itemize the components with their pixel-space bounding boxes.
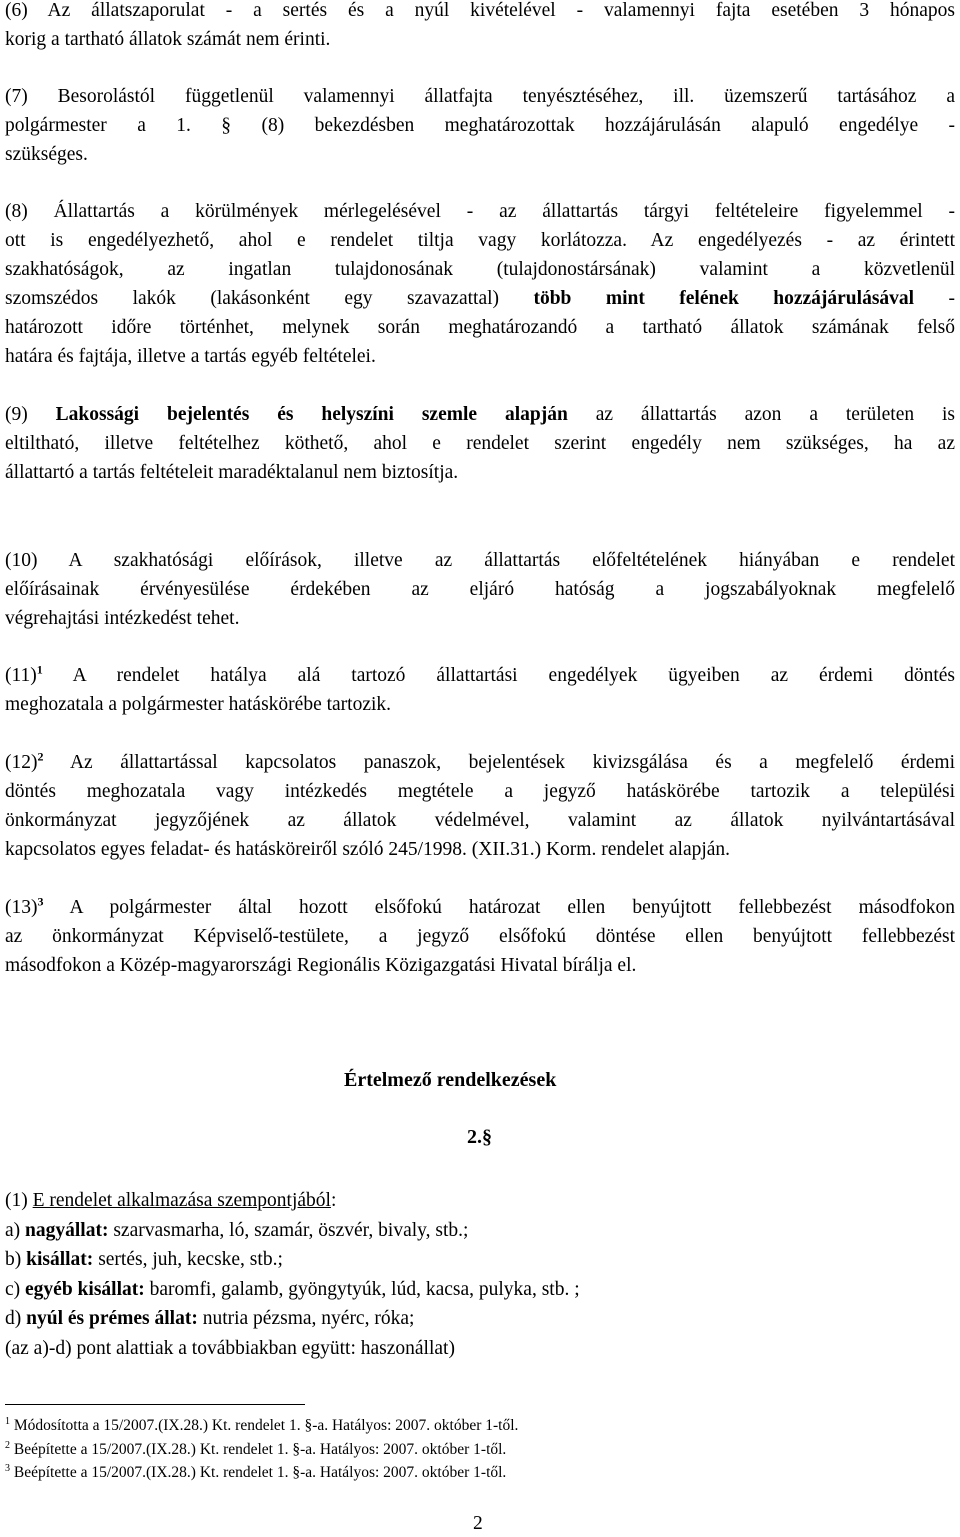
page-number: 2 bbox=[473, 1513, 483, 1534]
item-text: sertés, juh, kecske, stb.; bbox=[98, 1249, 283, 1270]
paragraph-line: korig a tartható állatok számát nem érinti. bbox=[5, 29, 331, 50]
paragraph-line bbox=[5, 400, 955, 429]
footnote bbox=[5, 1417, 518, 1435]
footnote-text: Beépítette a 15/2007.(IX.28.) Kt. rendelet 1. §-a. Hatályos: 2007. október 1-től. bbox=[13, 1441, 507, 1458]
list-item bbox=[5, 1245, 955, 1275]
line-text: Az állattartással kapcsolatos panaszok, bejelentések kivizsgálása és a megfelelő érdemi bbox=[69, 752, 955, 773]
paragraph-12 bbox=[5, 748, 955, 864]
definitions-summary: (az a)-d) pont alattiak a továbbiakban együtt: haszonállat) bbox=[5, 1337, 455, 1359]
paragraph-number bbox=[5, 749, 44, 773]
paragraph-line bbox=[5, 748, 955, 777]
paragraph-line: polgármester a 1. § (8) bekezdésben meghatározottak hozzájárulásán alapuló engedélye - bbox=[5, 115, 955, 136]
item-text: baromfi, galamb, gyöngytyúk, lúd, kacsa, pulyka, stb. ; bbox=[149, 1278, 580, 1300]
item-prefix: c) bbox=[5, 1278, 21, 1300]
footnote-number: 2 bbox=[5, 1439, 10, 1451]
list-item bbox=[5, 1304, 955, 1334]
footnote-text: Módosította a 15/2007.(IX.28.) Kt. rendelet 1. §-a. Hatályos: 2007. október 1-től. bbox=[13, 1417, 519, 1434]
paragraph-line: végrehajtási intézkedést tehet. bbox=[5, 608, 240, 629]
section-number: 2.§ bbox=[467, 1126, 492, 1148]
footnote bbox=[5, 1441, 506, 1459]
footnote-number: 1 bbox=[5, 1415, 10, 1427]
paragraph-number-text: (13) bbox=[5, 897, 38, 918]
paragraph-line: önkormányzat jegyzőjének az állatok védelmével, valamint az állatok nyilvántartásával bbox=[5, 810, 955, 831]
paragraph-line: másodfokon a Közép-magyarországi Regionális Közigazgatási Hivatal bírálja el. bbox=[5, 955, 637, 976]
paragraph-line: határozott időre történhet, melynek során meghatározandó a tartható állatok számának felső bbox=[5, 317, 955, 338]
paragraph-line bbox=[5, 284, 955, 313]
line-text: A polgármester által hozott elsőfokú határozat ellen benyújtott fellebbezést másodfokon bbox=[69, 897, 955, 918]
definitions bbox=[5, 1186, 955, 1363]
footnote bbox=[5, 1464, 506, 1482]
paragraph-number: (1) bbox=[5, 1190, 28, 1211]
paragraph-9 bbox=[5, 400, 955, 487]
paragraph-line: meghozatala a polgármester hatáskörébe tartozik. bbox=[5, 694, 392, 715]
item-term: nagyállat: bbox=[25, 1219, 109, 1241]
paragraph-line: szakhatóságok, az ingatlan tulajdonosának (tulajdonostársának) valamint a közvetlenül bbox=[5, 259, 955, 280]
footnote-text: Beépítette a 15/2007.(IX.28.) Kt. rendelet 1. §-a. Hatályos: 2007. október 1-től. bbox=[13, 1464, 507, 1481]
paragraph-number bbox=[5, 894, 44, 918]
section-title: Értelmező rendelkezések bbox=[344, 1069, 557, 1091]
item-term: nyúl és prémes állat: bbox=[26, 1308, 198, 1329]
item-prefix: d) bbox=[5, 1308, 22, 1329]
paragraph-10 bbox=[5, 546, 955, 633]
footnote-divider bbox=[5, 1404, 305, 1405]
paragraph-line: szükséges. bbox=[5, 144, 88, 165]
paragraph-line: határa és fajtája, illetve a tartás egyéb feltételei. bbox=[5, 346, 376, 367]
paragraph-line: eltiltható, illetve feltételhez köthető, ahol e rendelet szerint engedély nem szükséges, ha az bbox=[5, 433, 955, 454]
list-item bbox=[5, 1275, 955, 1305]
item-term: egyéb kisállat: bbox=[25, 1278, 145, 1300]
footnote-number: 3 bbox=[5, 1462, 10, 1474]
item-text: nutria pézsma, nyérc, róka; bbox=[202, 1308, 415, 1329]
paragraph-line bbox=[5, 893, 955, 922]
paragraph-line: (8) Állattartás a körülmények mérlegelésével - az állattartás tárgyi feltételeire figyelemmel - bbox=[5, 201, 955, 222]
item-term: kisállat: bbox=[26, 1249, 94, 1270]
definitions-intro bbox=[5, 1186, 955, 1216]
footnote-ref[interactable]: 2 bbox=[37, 749, 44, 764]
paragraph-8 bbox=[5, 197, 955, 371]
paragraph-line: ott is engedélyezhető, ahol e rendelet tiltja vagy korlátozza. Az engedélyezés - az érintett bbox=[5, 230, 955, 251]
paragraph-7 bbox=[5, 82, 955, 169]
paragraph-number-text: (11) bbox=[5, 665, 37, 686]
line-text: - bbox=[948, 288, 956, 309]
bold-text: több mint felének hozzájárulásával bbox=[533, 288, 915, 309]
footnote-ref[interactable]: 1 bbox=[36, 662, 43, 677]
line-text: A rendelet hatálya alá tartozó állattartási engedélyek ügyeiben az érdemi döntés bbox=[72, 665, 955, 686]
underlined-text: E rendelet alkalmazása szempontjából bbox=[32, 1190, 331, 1211]
item-text: szarvasmarha, ló, szamár, öszvér, bivaly, stb.; bbox=[113, 1219, 469, 1241]
paragraph-13 bbox=[5, 893, 955, 980]
colon: : bbox=[330, 1190, 337, 1211]
footnote-ref[interactable]: 3 bbox=[37, 894, 44, 909]
paragraph-line: döntés meghozatala vagy intézkedés megtétele a jegyző hatáskörébe tartozik a települési bbox=[5, 781, 955, 802]
paragraph-line: előírásainak érvényesülése érdekében az eljáró hatóság a jogszabályoknak megfelelő bbox=[5, 579, 955, 600]
paragraph-11 bbox=[5, 661, 955, 719]
bold-text: Lakossági bejelentés és helyszíni szemle alapján bbox=[55, 404, 568, 425]
paragraph-line: (7) Besorolástól függetlenül valamennyi állatfajta tenyésztéséhez, ill. üzemszerű tartásához a bbox=[5, 86, 955, 107]
item-prefix: b) bbox=[5, 1249, 22, 1270]
paragraph-line bbox=[5, 661, 955, 690]
paragraph-number bbox=[5, 662, 43, 686]
paragraph-line: állattartó a tartás feltételeit maradéktalanul nem biztosítja. bbox=[5, 462, 459, 483]
line-text: szomszédos lakók (lakásonként egy szavazattal) bbox=[5, 288, 500, 309]
paragraph-line: kapcsolatos egyes feladat- és hatásköreiről szóló 245/1998. (XII.31.) Korm. rendelet alapján. bbox=[5, 839, 731, 860]
item-prefix: a) bbox=[5, 1219, 21, 1241]
list-item bbox=[5, 1216, 955, 1246]
paragraph-number-text: (12) bbox=[5, 752, 38, 773]
paragraph-number: (9) bbox=[5, 404, 28, 425]
paragraph-line: (10) A szakhatósági előírások, illetve az állattartás előfeltételének hiányában e rendelet bbox=[5, 550, 955, 571]
paragraph-line: az önkormányzat Képviselő-testülete, a jegyző elsőfokú döntése ellen benyújtott fellebbezést bbox=[5, 926, 955, 947]
paragraph-6 bbox=[5, 0, 955, 54]
paragraph-line: (6) Az állatszaporulat - a sertés és a nyúl kivételével - valamennyi fajta esetében 3 hónapos bbox=[5, 0, 955, 21]
line-text: az állattartás azon a területen is bbox=[595, 404, 956, 425]
